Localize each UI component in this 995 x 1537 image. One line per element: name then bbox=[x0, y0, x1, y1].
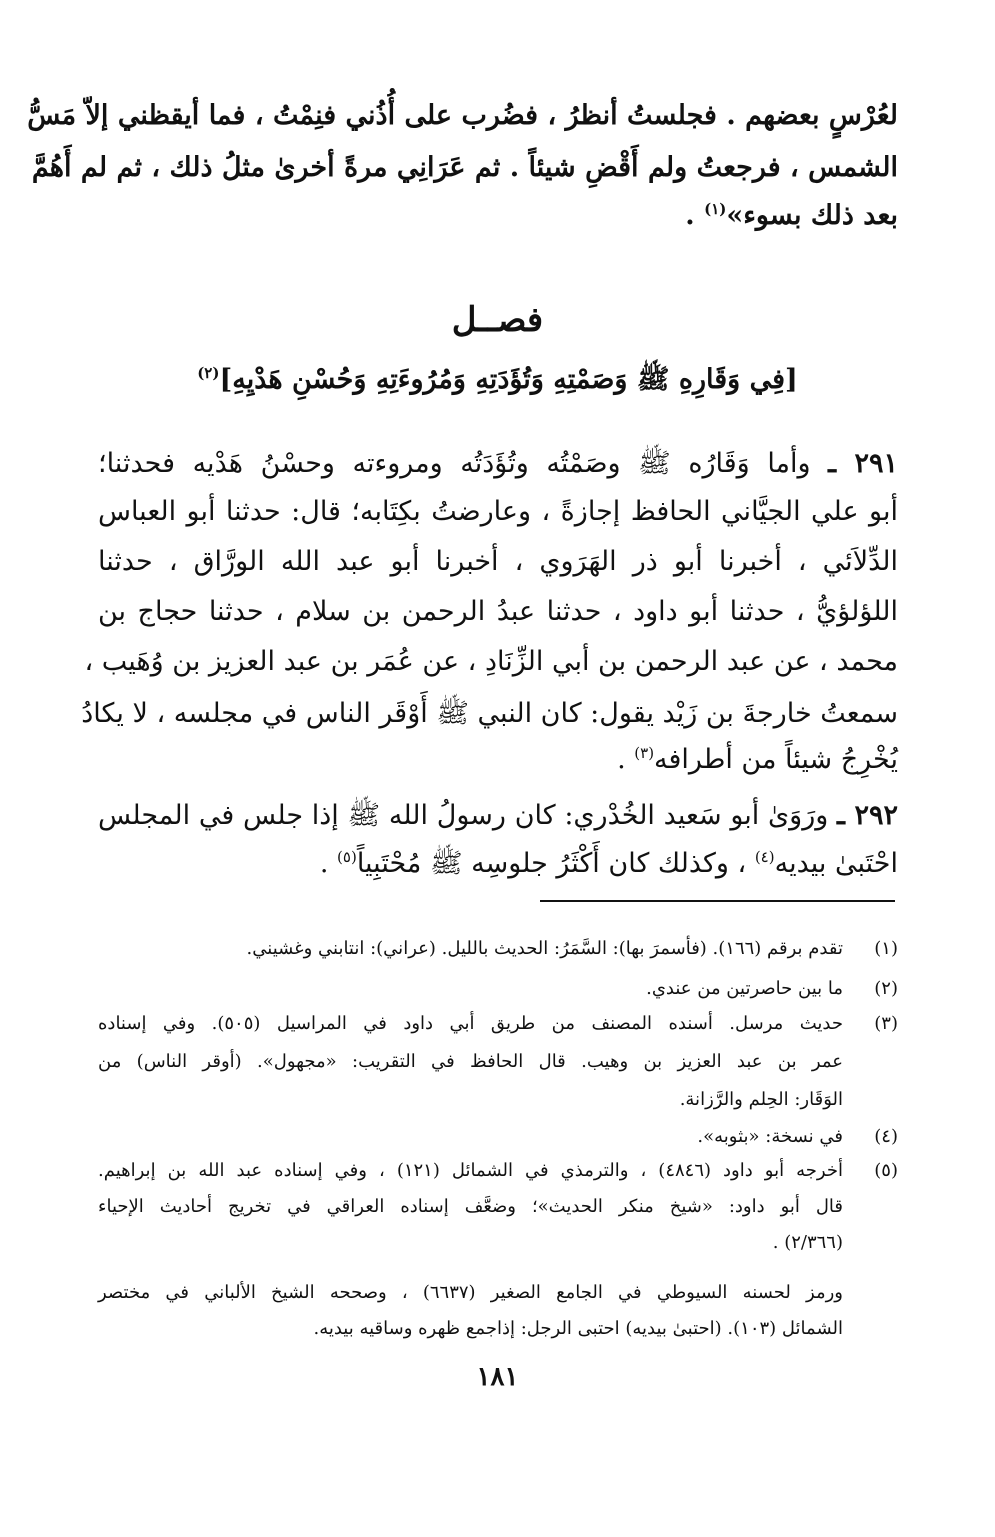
para-291-number: ٢٩١ ـ bbox=[828, 448, 898, 479]
footnote-5-line-1: أخرجه أبو داود (٤٨٤٦) ، والترمذي في الشمائل (١٢١) ، وفي إسناده عبد الله بن إبراهيم. bbox=[98, 1160, 843, 1181]
footnote-1-line-1: تقدم برقم (١٦٦). (فأسمرَ بها): السَّمَرُ: الحديث بالليل. (عراني): انتابني وغشيني. bbox=[246, 938, 843, 959]
footnote-2-number: (٢) bbox=[874, 978, 898, 999]
section-title: فصــل bbox=[451, 300, 544, 340]
footnote-1-number: (١) bbox=[874, 938, 898, 959]
footnote-5-number: (٥) bbox=[874, 1160, 898, 1181]
footnote-5-line-5: الشمائل (١٠٣). (احتبىٰ بيديه) احتبى الرجل: إذاجمع ظهره وساقيه بيديه. bbox=[313, 1318, 843, 1339]
footnote-3-number: (٣) bbox=[874, 1013, 898, 1034]
para-291-line-1-text: وأما وَقَارُه ﷺ وصَمْتُه وتُؤَدَتُه ومروءته وحسْنُ هَدْيه فحدثنا؛ bbox=[98, 448, 811, 479]
intro-line-3-end: . bbox=[685, 200, 705, 231]
para-291-line-6: سمعتُ خارجةَ بن زَيْد يقول: كان النبي ﷺ أَوْقَر الناس في مجلسه ، لا يكادُ bbox=[81, 698, 898, 729]
page-number: ١٨١ bbox=[476, 1362, 519, 1392]
para-291-end: . bbox=[617, 744, 635, 775]
footnote-4-number: (٤) bbox=[874, 1126, 898, 1147]
section-subtitle-text: [فِي وَقَارِهِ ﷺ وَصَمْتِهِ وَتُؤَدَتِهِ وَمُرُوءَتِهِ وَحُسْنِ هَدْيِهِ] bbox=[219, 364, 798, 395]
para-292-line-2b: ، وكذلك كان أَكْثَرُ جلوسِه ﷺ مُحْتَبِياً bbox=[356, 848, 755, 879]
intro-line-3 bbox=[98, 200, 898, 231]
footnote-ref-1[interactable]: (١) bbox=[704, 200, 727, 218]
footnote-ref-5[interactable]: (٥) bbox=[337, 848, 357, 866]
footnote-4-line-1: في نسخة: «بثوبه». bbox=[697, 1126, 843, 1147]
para-291-line-5: محمد ، عن عبد الرحمن بن أبي الزِّنَادِ ، عن عُمَر بن عبد العزيز بن وُهَيب ، bbox=[84, 646, 898, 677]
footnote-3-line-3: الوَقَار: الحِلم والرَّزانة. bbox=[679, 1089, 843, 1110]
para-292-end: . bbox=[319, 848, 338, 879]
footnote-ref-4[interactable]: (٤) bbox=[754, 848, 775, 866]
intro-line-1: لعُرْسٍ بعضهم . فجلستُ أنظرُ ، فضُرب على أُذُني فنِمْتُ ، فما أيقظني إلاّ مَسُّ bbox=[27, 100, 898, 131]
footnote-ref-2[interactable]: (٢) bbox=[197, 364, 220, 382]
footnote-separator bbox=[540, 900, 895, 902]
para-291-line-4: اللؤلؤيُّ ، حدثنا أبو داود ، حدثنا عبدُ الرحمن بن سلام ، حدثنا حجاج بن bbox=[98, 596, 898, 627]
para-291-line-7-text: يُخْرِجُ شيئاً من أطرافه bbox=[654, 744, 898, 775]
para-291-line-7 bbox=[98, 744, 898, 775]
footnote-3-line-1: حديث مرسل. أسنده المصنف من طريق أبي داود في المراسيل (٥٠٥). وفي إسناده bbox=[98, 1013, 843, 1034]
footnote-5-line-4: ورمز لحسنه السيوطي في الجامع الصغير (٦٦٣٧) ، وصححه الشيخ الألباني في مختصر bbox=[98, 1282, 843, 1303]
para-291-line-3: الدِّلاَئي ، أخبرنا أبو ذر الهَرَوي ، أخبرنا أبو عبد الله الورَّاق ، حدثنا bbox=[98, 546, 898, 577]
footnote-5-line-3: (٢/٣٦٦) . bbox=[772, 1232, 843, 1253]
intro-line-3-text: بعد ذلك بسوء» bbox=[726, 200, 898, 231]
footnote-ref-3[interactable]: (٣) bbox=[634, 744, 655, 762]
para-292-number: ٢٩٢ ـ bbox=[837, 800, 899, 831]
para-291-line-2: أبو علي الجيَّاني الحافظ إجازةً ، وعارضتُ بكِتَابه؛ قال: حدثنا أبو العباس bbox=[98, 496, 898, 527]
footnote-3-line-2: عمر بن عبد العزيز بن وهيب. قال الحافظ في التقريب: «مجهول». (أوقر الناس) من bbox=[98, 1051, 843, 1072]
intro-line-2: الشمس ، فرجعتُ ولم أَقْضِ شيئاً . ثم عَرَانِي مرةً أخرىٰ مثلُ ذلك ، ثم لم أَهُمَّ bbox=[31, 152, 898, 183]
para-292-line-2 bbox=[98, 846, 898, 886]
para-292-line-1-text: ورَوَىٰ أبو سَعيد الخُدْري: كان رسولُ الله ﷺ إذا جلس في المجلس bbox=[98, 800, 829, 831]
para-292-line-1 bbox=[98, 798, 898, 838]
para-291-line-1 bbox=[98, 446, 898, 486]
footnote-5-line-2: قال أبو داود: «شيخ منكر الحديث»؛ وضعَّف إسناده العراقي في تخريج أحاديث الإحياء bbox=[98, 1196, 843, 1217]
section-subtitle bbox=[0, 362, 995, 402]
footnote-2-line-1: ما بين حاصرتين من عندي. bbox=[646, 978, 843, 999]
para-292-line-2a: احْتَبىٰ بيديه bbox=[774, 848, 898, 879]
